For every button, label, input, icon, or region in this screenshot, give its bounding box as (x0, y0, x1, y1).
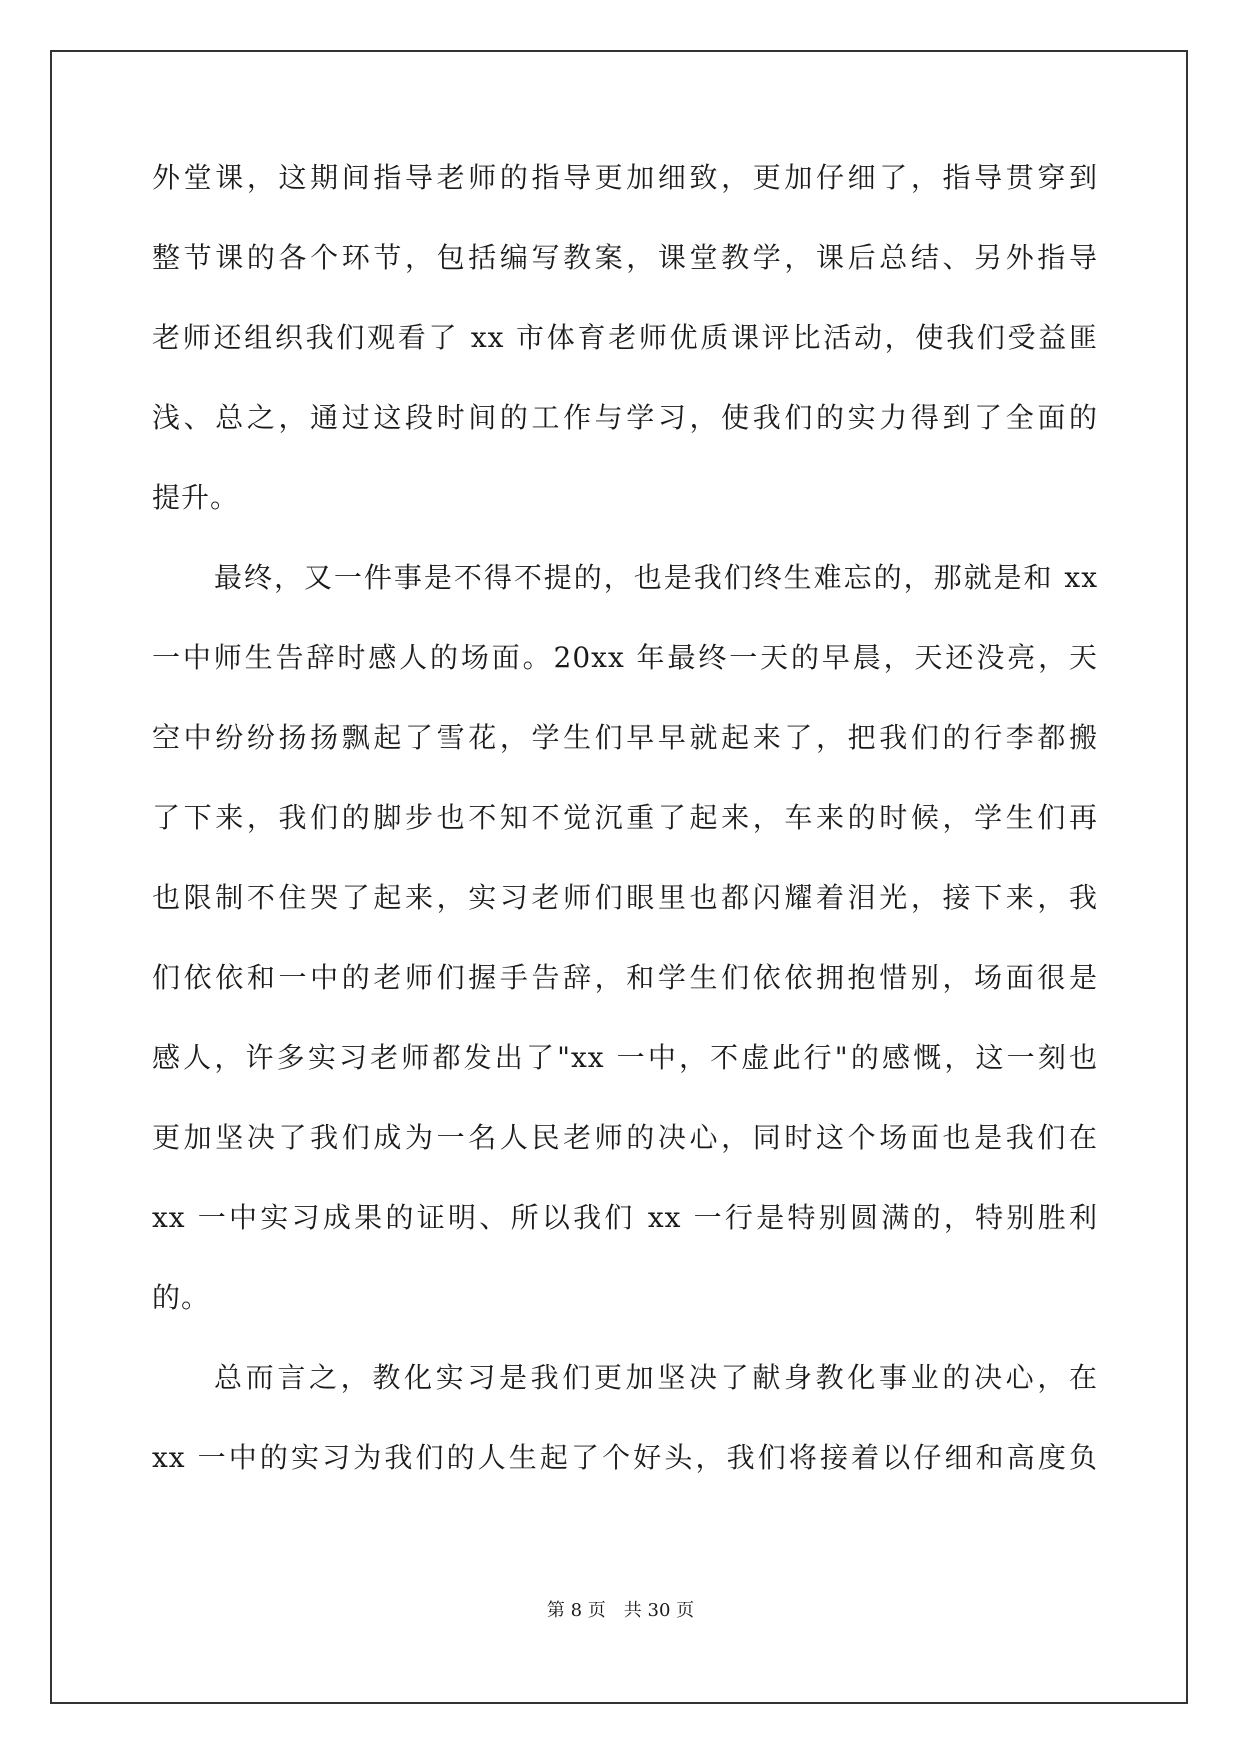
text-line: 空中纷纷扬扬飘起了雪花，学生们早早就起来了，把我们的行李都搬 (152, 721, 1098, 754)
text-line: 了下来，我们的脚步也不知不觉沉重了起来，车来的时候，学生们再 (152, 801, 1098, 834)
text-line: 整节课的各个环节，包括编写教案，课堂教学，课后总结、另外指导 (152, 241, 1098, 274)
text-line: 外堂课，这期间指导老师的指导更加细致，更加仔细了，指导贯穿到 (152, 161, 1098, 194)
text-line: 浅、总之，通过这段时间的工作与学习，使我们的实力得到了全面的 (152, 401, 1098, 434)
text-line: 最终，又一件事是不得不提的，也是我们终生难忘的，那就是和 xx (214, 561, 1098, 594)
text-line: 一中师生告辞时感人的场面。20xx 年最终一天的早晨，天还没亮，天 (152, 641, 1098, 674)
document-body (152, 158, 1098, 1518)
text-line: 感人，许多实习老师都发出了"xx 一中，不虚此行"的感慨，这一刻也 (152, 1041, 1098, 1074)
text-line: 更加坚决了我们成为一名人民老师的决心，同时这个场面也是我们在 (152, 1121, 1098, 1154)
text-line: 总而言之，教化实习是我们更加坚决了献身教化事业的决心，在 (214, 1361, 1098, 1394)
text-line: 老师还组织我们观看了 xx 市体育老师优质课评比活动，使我们受益匪 (152, 321, 1098, 354)
text-line: 的。 (152, 1281, 211, 1314)
text-line: xx 一中实习成果的证明、所以我们 xx 一行是特别圆满的，特别胜利 (152, 1201, 1098, 1234)
page-number-footer: 第 8 页 共 30 页 (546, 1600, 695, 1621)
text-line: xx 一中的实习为我们的人生起了个好头，我们将接着以仔细和高度负 (152, 1441, 1098, 1474)
text-line: 们依依和一中的老师们握手告辞，和学生们依依拥抱惜别，场面很是 (152, 961, 1098, 994)
text-line: 提升。 (152, 481, 240, 514)
text-line: 也限制不住哭了起来，实习老师们眼里也都闪耀着泪光，接下来，我 (152, 881, 1098, 914)
